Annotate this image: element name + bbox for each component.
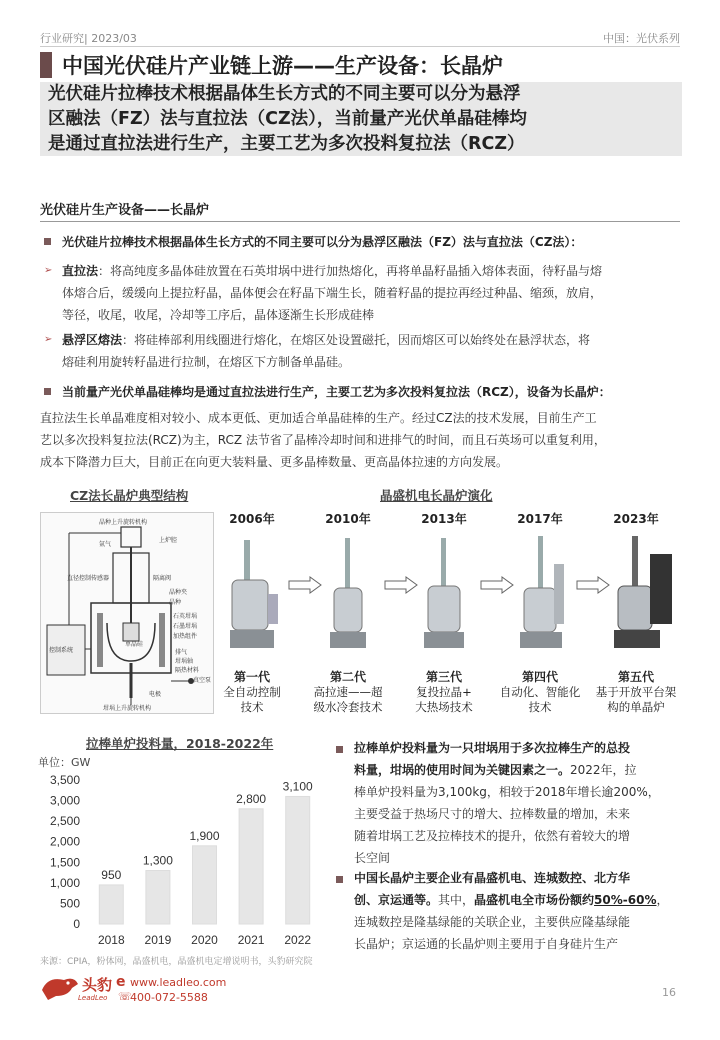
feed-amount-line: 随着坩埚工艺及拉棒技术的提升，依然有着较大的增 <box>354 829 631 843</box>
diagram-label: 坩埚上升旋转机构 <box>103 705 152 712</box>
diagram-label: 石墨坩埚 <box>173 623 198 630</box>
subtitle <box>48 82 678 157</box>
generation-desc: 复投拉晶+ <box>416 685 472 699</box>
generation-desc: 全自动控制 <box>223 685 281 699</box>
x-tick-label: 2021 <box>237 933 265 947</box>
series-name: 中国：光伏系列 <box>603 32 680 45</box>
brand-english: LeadLeo <box>78 994 108 1002</box>
phone-icon: ☏ <box>118 990 132 1003</box>
evolution-year: 2023年 <box>613 512 659 526</box>
subtitle-line: 是通过直拉法进行生产，主要工艺为多次投料复拉法（RCZ） <box>48 134 525 154</box>
cz-method-text <box>62 260 682 326</box>
x-tick-label: 2022 <box>284 933 312 947</box>
fz-line: 熔硅利用旋转籽晶进行拉制，在熔区下方制备单晶硅。 <box>62 355 351 369</box>
y-tick-label: 500 <box>59 896 80 911</box>
cz-line: ：将高纯度多晶体硅放置在石英坩埚中进行加热熔化，再将单晶籽晶插入熔体表面，待籽晶与熔 <box>98 264 603 278</box>
source-note: 来源：CPIA，粉体网，晶盛机电，晶盛机电定增说明书，头豹研究院 <box>40 957 313 967</box>
feed-amount-line: 主要受益于热场尺寸的增大、拉棒数量的增加，未来 <box>354 807 631 821</box>
evolution-caption: 晶盛机电长晶炉演化 <box>380 488 493 503</box>
y-tick-label: 3,500 <box>49 773 80 787</box>
companies-text-part: ， <box>656 893 669 907</box>
chart-bar <box>239 809 263 924</box>
feed-amount-line: 棒单炉投料量为3,100kg，相较于2018年增长逾200%， <box>354 785 660 799</box>
furnace-gen5-image <box>606 534 676 654</box>
cz-line: 体熔合后，缓缓向上提拉籽晶，晶体便会在籽晶下端生长，随着籽晶的提拉再经过种晶、缩颈，放肩， <box>62 286 603 300</box>
bullet-square <box>336 746 343 753</box>
bar-value-label: 2,800 <box>236 791 267 806</box>
cz-label: 直拉法 <box>62 264 99 278</box>
feed-amount-text <box>354 737 684 869</box>
feed-amount-bold: 拉棒单炉投料量为一只坩埚用于多次拉棒生产的总投 <box>354 741 631 755</box>
subtitle-line: 光伏硅片拉棒技术根据晶体生长方式的不同主要可以分为悬浮 <box>48 84 521 104</box>
phone-number: 400-072-5588 <box>130 991 208 1004</box>
diagram-label: 晶种上升旋转机构 <box>99 519 148 526</box>
arrow-right-icon <box>480 576 514 594</box>
evolution-year: 2017年 <box>517 512 563 526</box>
arrow-right-icon <box>384 576 418 594</box>
companies-bold: 中国长晶炉主要企业有晶盛机电、连城数控、北方华 <box>354 871 631 885</box>
page-number: 16 <box>662 986 676 999</box>
generation-label <box>495 670 585 715</box>
chart-bar <box>286 796 310 924</box>
page-title: 中国光伏硅片产业链上游——生产设备：长晶炉 <box>62 54 503 78</box>
diagram-label: 直径控制传感器 <box>67 575 110 582</box>
furnace-gen4-image <box>510 534 570 654</box>
cz-furnace-diagram <box>40 512 214 714</box>
furnace-gen3-image <box>414 534 474 654</box>
bar-chart <box>36 766 326 952</box>
generation-label <box>591 670 681 715</box>
chart-title: 拉棒单炉投料量，2018-2022年 <box>86 736 274 751</box>
title-accent-bar <box>40 52 52 78</box>
chart-bar <box>99 885 123 924</box>
bar-value-label: 3,100 <box>282 779 313 794</box>
chart-bar <box>193 846 217 924</box>
diagram-label: 隔热材料 <box>175 667 200 674</box>
generation-desc: 基于开放平台架 <box>595 685 677 699</box>
generation-name: 第五代 <box>617 670 654 684</box>
website-link[interactable]: www.leadleo.com <box>130 976 227 989</box>
feed-amount-bold: 料量，坩埚的使用时间为关键因素之一。 <box>354 763 571 777</box>
evolution-year: 2010年 <box>325 512 371 526</box>
generation-name: 第四代 <box>521 670 558 684</box>
y-tick-label: 0 <box>73 917 80 931</box>
arrow-right-icon <box>288 576 322 594</box>
brand-name: 头豹 <box>82 976 113 994</box>
triangle-bullet-icon: ➢ <box>44 265 53 276</box>
x-tick-label: 2020 <box>191 933 218 947</box>
rcz-line: 直拉法生长单晶难度相对较小、成本更低、更加适合单晶硅棒的生产。经过CZ法的技术发展，目前生产工 <box>40 411 597 425</box>
diagram-label: 排气 <box>175 649 188 656</box>
generation-desc: 构的单晶炉 <box>607 700 665 714</box>
e-logo-icon: e <box>116 974 126 990</box>
generation-name: 第一代 <box>233 670 270 684</box>
y-tick-label: 2,500 <box>49 814 80 829</box>
diagram-label: 单晶硅 <box>125 641 144 648</box>
cz-structure-caption: CZ法长晶炉典型结构 <box>70 488 189 503</box>
generation-name: 第三代 <box>425 670 462 684</box>
diagram-label: 控制系统 <box>49 647 74 654</box>
companies-text-part: 其中， <box>438 893 475 907</box>
subtitle-line: 区融法（FZ）法与直拉法（CZ法），当前量产光伏单晶硅棒均 <box>48 109 527 129</box>
feed-amount-line: 2022年，拉 <box>570 763 637 777</box>
bar-value-label: 1,900 <box>189 828 220 843</box>
bullet-square <box>44 238 51 245</box>
triangle-bullet-icon: ➢ <box>44 334 53 345</box>
chart-unit: 单位：GW <box>38 756 91 769</box>
rcz-paragraph <box>40 407 685 473</box>
fz-line: ：将硅棒部利用线圈进行熔化，在熔区处设置磁托，因而熔区可以始终处在悬浮状态，将 <box>122 333 591 347</box>
y-tick-label: 1,500 <box>49 855 80 870</box>
furnace-gen2-image <box>318 534 378 654</box>
evolution-year: 2013年 <box>421 512 467 526</box>
diagram-label: 真空泵 <box>193 677 212 684</box>
companies-line: 连城数控是隆基绿能的关联企业，主要供应隆基绿能 <box>354 915 631 929</box>
header-divider <box>40 46 680 47</box>
diagram-label: 石英坩埚 <box>173 613 198 620</box>
generation-label <box>303 670 393 715</box>
generation-name: 第二代 <box>329 670 366 684</box>
companies-bold: 创、京运通等。 <box>354 893 439 907</box>
bullet-rcz: 当前量产光伏单晶硅棒均是通过直拉法进行生产，主要工艺为多次投料复拉法（RCZ），设备为长晶炉： <box>62 385 611 399</box>
diagram-label: 晶种 <box>169 599 182 606</box>
x-tick-label: 2018 <box>97 933 125 947</box>
bullet-square <box>44 388 51 395</box>
generation-desc: 自动化、智能化 <box>499 685 581 699</box>
fz-method-text <box>62 329 682 373</box>
feed-amount-line: 长空间 <box>354 851 391 865</box>
diagram-label: 加热组件 <box>173 633 198 640</box>
bar-value-label: 950 <box>101 867 122 882</box>
generation-desc: 级水冷套技术 <box>313 700 383 714</box>
cz-line: 等径，收尾，收尾，冷却等工序后，晶体逐渐生长形成硅棒 <box>62 308 375 322</box>
generation-label <box>207 670 297 715</box>
generation-desc: 高拉速——超 <box>313 685 383 699</box>
evolution-year: 2006年 <box>229 512 275 526</box>
companies-line: 长晶炉；京运通的长晶炉则主要用于自身硅片生产 <box>354 937 619 951</box>
generation-desc: 大热场技术 <box>415 700 473 714</box>
diagram-label: 上炉腔 <box>159 537 178 544</box>
chart-bar <box>146 871 170 924</box>
diagram-label: 氩气 <box>99 541 112 548</box>
section-heading: 光伏硅片生产设备——长晶炉 <box>40 203 210 218</box>
generation-label <box>399 670 489 715</box>
market-share-label: 晶盛机电全市场份额约 <box>474 893 595 907</box>
rcz-line: 成本下降潜力巨大，目前正在向更大装料量、更多晶棒数量、更高晶体拉速的方向发展。 <box>40 455 509 469</box>
diagram-label: 电极 <box>149 691 162 698</box>
diagram-label: 晶种夹 <box>169 589 188 596</box>
generation-desc: 技术 <box>240 700 264 714</box>
market-share-value: 50%-60% <box>594 893 657 907</box>
top-header <box>40 30 680 46</box>
section-divider <box>40 221 680 222</box>
diagram-label: 隔离阀 <box>153 575 172 582</box>
y-tick-label: 3,000 <box>49 793 80 808</box>
x-tick-label: 2019 <box>144 933 172 947</box>
bullet-fz-cz-intro: 光伏硅片拉棒技术根据晶体生长方式的不同主要可以分为悬浮区融法（FZ）法与直拉法（CZ法）： <box>62 235 583 249</box>
y-tick-label: 1,000 <box>49 875 80 890</box>
bullet-square <box>336 876 343 883</box>
furnace-gen1-image <box>222 534 282 654</box>
y-tick-label: 2,000 <box>49 834 80 849</box>
bar-value-label: 1,300 <box>142 853 173 868</box>
report-type: 行业研究| 2023/03 <box>40 32 137 45</box>
companies-text <box>354 867 684 955</box>
arrow-right-icon <box>576 576 610 594</box>
fz-label: 悬浮区熔法 <box>62 333 123 347</box>
generation-desc: 技术 <box>528 700 552 714</box>
diagram-label: 坩埚轴 <box>175 658 194 665</box>
rcz-line: 艺以多次投料复拉法(RCZ)为主，RCZ 法节省了晶棒冷却时间和进排气的时间，而且石英场可以重复利用， <box>40 433 606 447</box>
